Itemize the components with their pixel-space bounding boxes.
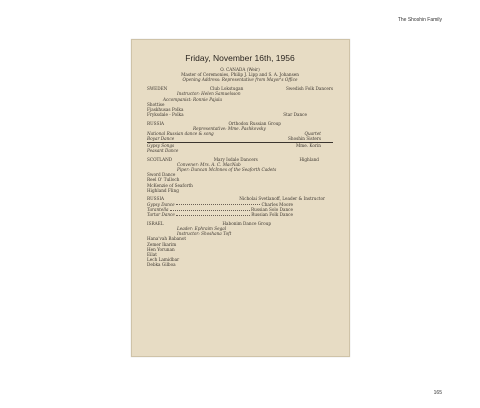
anthem-line: O. CANADA (Weir)	[220, 67, 260, 72]
israel-item: Lech Lamidbar	[147, 257, 180, 263]
scotland-convener: Convener: Mrs. A. C. MacNab	[177, 161, 241, 167]
leader-dots	[170, 207, 251, 211]
scotland-item: Sword Dance	[147, 172, 176, 178]
israel-item: Hen Yorunan	[147, 246, 175, 252]
israel-country: ISRAEL	[147, 220, 164, 226]
russia1-item-performer: Mme. Korin	[296, 142, 321, 148]
russia1-item-performer: Shoshin Sisters	[288, 136, 321, 142]
opening-line: Opening Address: Representative from Mayor's Office	[182, 77, 298, 83]
israel-instructor: Instructor: Shoshana Toft	[177, 231, 232, 237]
scotland-group: Mary Isdale Dancers	[213, 156, 258, 162]
russia1-country: RUSSIA	[147, 120, 165, 126]
scotland-item: McKenzie of Seaforth	[147, 182, 193, 188]
program-title: Friday, November 16th, 1956	[185, 53, 295, 63]
israel-item: Zemer Ikarim	[147, 241, 177, 247]
russia2-item-performer: Russian Solo Dance	[251, 206, 293, 212]
sweden-instructor: Instructor: Helen Samuelsson	[177, 91, 241, 97]
russia1-group: Orthodox Russian Group	[228, 120, 281, 126]
russia2-group: Nicholai Svetlanoff, Leader & Instructor	[239, 196, 325, 202]
russia1-item-name: National Russian dance & song	[147, 131, 214, 137]
israel-item: Eilat	[147, 252, 157, 257]
israel-group: Habonim Dance Group	[222, 220, 271, 226]
russia1-item-name: Gypsy Songs	[147, 142, 175, 148]
sweden-ensemble: Swedish Folk Dancers	[285, 86, 333, 92]
russia2-item-name: Tarantella	[147, 206, 169, 212]
sweden-country: SWEDEN	[147, 86, 168, 92]
page-number: 165	[433, 390, 442, 396]
sweden-accompanist: Accompanist: Ronnie Pajala	[163, 96, 222, 102]
book-title: The Shoshin Family	[397, 17, 442, 23]
russia2-item-name: Gypsy Dance	[147, 201, 175, 207]
israel-leader: Leader: Ephraim Segal	[177, 225, 227, 231]
russia1-item-performer: Quartet	[304, 131, 321, 137]
leader-dots	[176, 202, 261, 206]
russia2-country: RUSSIA	[147, 196, 165, 202]
scotland-country: SCOTLAND	[147, 156, 173, 162]
scotland-item: Highland Fling	[147, 187, 179, 193]
leader-dots	[176, 212, 250, 216]
masters-line: Master of Ceremonies, Philip J. Lipp and S. A. Johansen	[181, 72, 299, 78]
russia2-item-name: Tartar Dance	[147, 212, 175, 218]
sweden-item: Fjaskhusas Polka	[147, 106, 184, 112]
sweden-group: Club Lokstugan	[209, 86, 244, 92]
russia1-representative: Representative: Mme. Pashkovsky	[193, 126, 266, 132]
russia1-item-name: Boyar Dance	[147, 136, 175, 142]
israel-item: Hana'vah Babanot	[147, 236, 187, 242]
sweden-star-dance: Star Dance	[283, 112, 307, 118]
concert-program-page	[131, 39, 350, 357]
sweden-item: Shottise	[147, 101, 165, 107]
israel-item: Debka Gilboa	[147, 262, 176, 268]
scotland-ensemble: Highland	[299, 156, 319, 162]
russia2-item-performer: Russian Folk Dance	[251, 212, 293, 218]
russia2-item-performer: Charles Moore	[261, 201, 293, 207]
scotland-piper: Piper: Duncan McInnes of the Seaforth Cadets	[177, 166, 277, 172]
russia1-item-name: Peasant Dance	[147, 147, 179, 153]
scotland-item: Reel O' Tulloch	[147, 177, 180, 183]
sweden-item: Fryksdale - Polka	[147, 112, 184, 118]
